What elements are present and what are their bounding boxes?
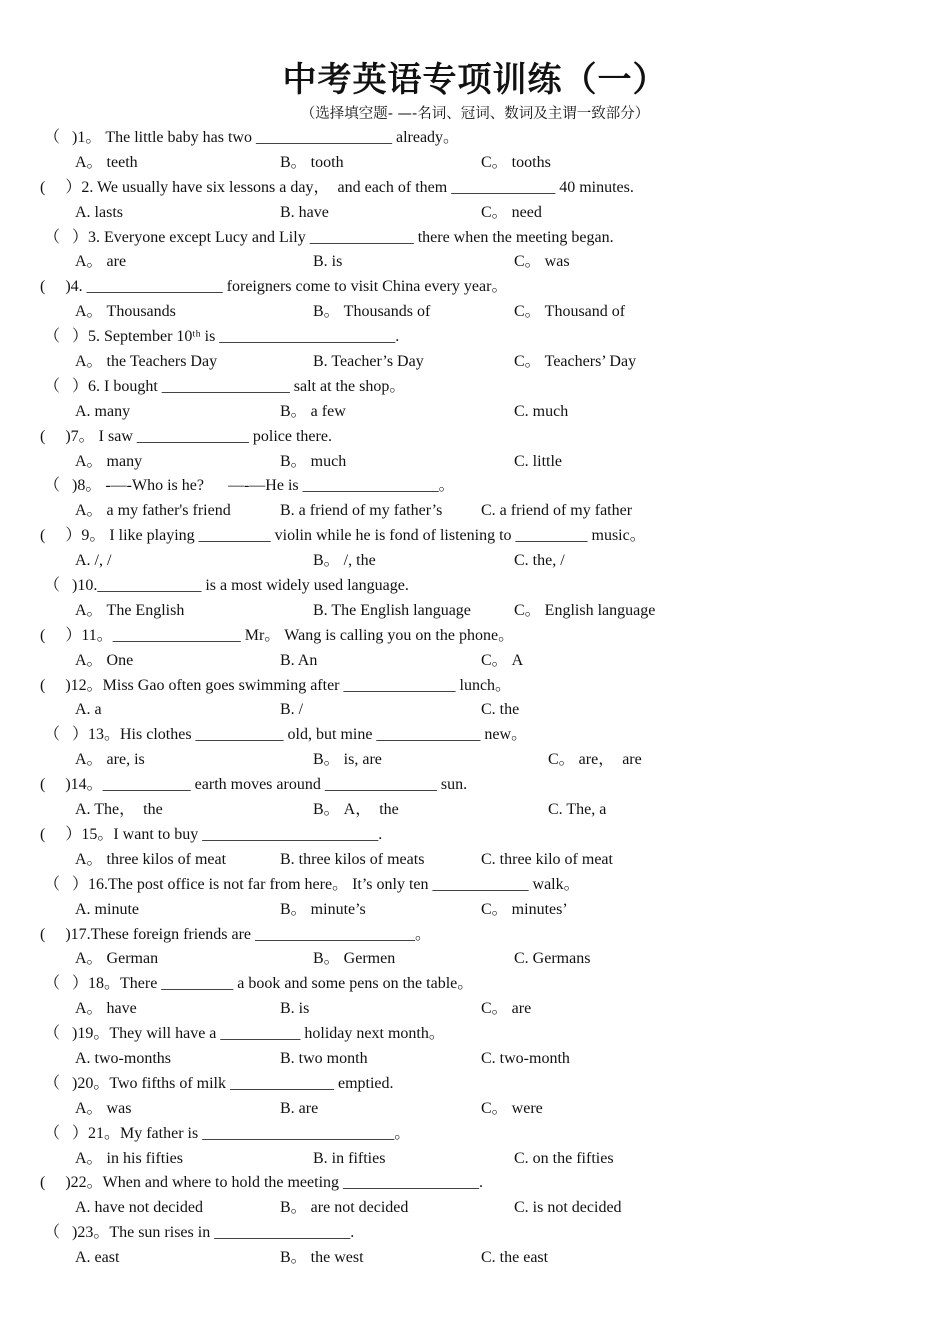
question-list bbox=[0, 126, 950, 1271]
question-text: （ )23。The sun rises in _________________. bbox=[40, 1224, 355, 1242]
option-c[interactable]: C. three kilo of meat bbox=[481, 850, 613, 868]
question-text: （ )20。Two fifths of milk _____________ emptied. bbox=[40, 1074, 394, 1092]
option-b[interactable]: B。 are not decided bbox=[280, 1199, 409, 1217]
question-text: ( )12。Miss Gao often goes swimming after ______________ lunch。 bbox=[40, 676, 512, 694]
question-1 bbox=[0, 126, 950, 151]
options-row bbox=[0, 499, 950, 524]
option-b[interactable]: B. in fifties bbox=[313, 1149, 386, 1167]
option-a[interactable]: A。 the Teachers Day bbox=[75, 353, 218, 371]
question-text: （ ）18。There _________ a book and some pens on the table。 bbox=[40, 975, 474, 993]
option-c[interactable]: C。 were bbox=[481, 1099, 543, 1117]
option-b[interactable]: B。 is, are bbox=[313, 751, 382, 769]
option-b[interactable]: B。 Germen bbox=[313, 950, 396, 968]
option-b[interactable]: B. / bbox=[280, 701, 304, 719]
options-row bbox=[0, 947, 950, 972]
page-subtitle: （选择填空题- —-名词、冠词、数词及主谓一致部分） bbox=[300, 106, 650, 122]
question-text: ( )7。 I saw ______________ police there. bbox=[40, 427, 332, 445]
option-b[interactable]: B. Teacher’s Day bbox=[313, 353, 424, 371]
options-row bbox=[0, 798, 950, 823]
option-b[interactable]: B. are bbox=[280, 1099, 319, 1117]
question-5 bbox=[0, 325, 950, 350]
question-21 bbox=[0, 1122, 950, 1147]
option-a[interactable]: A. The， the bbox=[75, 801, 163, 819]
option-a[interactable]: A。 a my father's friend bbox=[75, 502, 231, 520]
option-b[interactable]: B. have bbox=[280, 203, 329, 221]
options-row bbox=[0, 549, 950, 574]
option-a[interactable]: A. have not decided bbox=[75, 1199, 203, 1217]
option-c[interactable]: C. the east bbox=[481, 1249, 549, 1267]
option-b[interactable]: B. three kilos of meats bbox=[280, 850, 425, 868]
option-a[interactable]: A. /, / bbox=[75, 552, 112, 570]
question-16 bbox=[0, 873, 950, 898]
question-text: （ )10._____________ is a most widely used language. bbox=[40, 577, 409, 595]
options-row bbox=[0, 599, 950, 624]
option-a[interactable]: A。 German bbox=[75, 950, 159, 968]
option-a[interactable]: A。 three kilos of meat bbox=[75, 850, 227, 868]
option-c[interactable]: C。 English language bbox=[514, 601, 656, 619]
question-13 bbox=[0, 723, 950, 748]
question-text: （ ）6. I bought ________________ salt at the shop。 bbox=[40, 377, 406, 395]
option-c[interactable]: C。 Thousand of bbox=[514, 303, 626, 321]
question-4 bbox=[0, 275, 950, 300]
question-19 bbox=[0, 1022, 950, 1047]
options-row bbox=[0, 1097, 950, 1122]
question-text: （ ）5. September 10ᵗʰ is ______________________. bbox=[40, 328, 400, 346]
options-row bbox=[0, 698, 950, 723]
option-a[interactable]: A. a bbox=[75, 701, 102, 719]
option-a[interactable]: A。 Thousands bbox=[75, 303, 176, 321]
question-7 bbox=[0, 425, 950, 450]
option-b[interactable]: B. two month bbox=[280, 1049, 368, 1067]
option-a[interactable]: A. lasts bbox=[75, 203, 123, 221]
option-a[interactable]: A。 The English bbox=[75, 601, 185, 619]
option-b[interactable]: B。 much bbox=[280, 452, 347, 470]
options-row bbox=[0, 649, 950, 674]
option-a[interactable]: A. minute bbox=[75, 900, 139, 918]
question-text: ( ）2. We usually have six lessons a day， and each of them _____________ 40 minutes. bbox=[40, 178, 634, 196]
page-title: 中考英语专项训练（一） bbox=[282, 60, 668, 100]
question-2 bbox=[0, 176, 950, 201]
options-row bbox=[0, 350, 950, 375]
option-c[interactable]: C. much bbox=[514, 402, 569, 420]
options-row bbox=[0, 1196, 950, 1221]
question-23 bbox=[0, 1221, 950, 1246]
question-text: ( )14。___________ earth moves around ______________ sun. bbox=[40, 776, 468, 794]
option-a[interactable]: A。 was bbox=[75, 1099, 132, 1117]
options-row bbox=[0, 201, 950, 226]
option-c[interactable]: C. the bbox=[481, 701, 520, 719]
option-b[interactable]: B。 A， the bbox=[313, 801, 399, 819]
question-12 bbox=[0, 674, 950, 699]
option-c[interactable]: C. little bbox=[514, 452, 562, 470]
option-c[interactable]: C. two-month bbox=[481, 1049, 570, 1067]
question-17 bbox=[0, 923, 950, 948]
options-row bbox=[0, 898, 950, 923]
option-c[interactable]: C. the, / bbox=[514, 552, 565, 570]
option-b[interactable]: B. The English language bbox=[313, 601, 471, 619]
option-a[interactable]: A。 are bbox=[75, 253, 127, 271]
question-text: ( )22。When and where to hold the meeting _________________. bbox=[40, 1174, 484, 1192]
options-row bbox=[0, 151, 950, 176]
options-row bbox=[0, 400, 950, 425]
question-text: （ )8。 -—-Who is he? —-—He is _________________。 bbox=[40, 477, 455, 495]
question-text: ( ）11。________________ Mr。 Wang is calling you on the phone。 bbox=[40, 626, 515, 644]
option-a[interactable]: A。 in his fifties bbox=[75, 1149, 183, 1167]
question-text: （ )1。 The little baby has two _________________ already。 bbox=[40, 129, 460, 146]
option-a[interactable]: A. many bbox=[75, 402, 131, 420]
options-row bbox=[0, 250, 950, 275]
option-b[interactable]: B. An bbox=[280, 651, 318, 669]
question-10 bbox=[0, 574, 950, 599]
option-c[interactable]: C. Germans bbox=[514, 950, 591, 968]
option-b[interactable]: B。 minute’s bbox=[280, 900, 366, 918]
option-c[interactable]: C。 Teachers’ Day bbox=[514, 353, 637, 371]
option-b[interactable]: B。 tooth bbox=[280, 153, 344, 171]
question-text: （ ）3. Everyone except Lucy and Lily _____________ there when the meeting began. bbox=[40, 228, 614, 246]
option-c[interactable]: C。 are， are bbox=[548, 751, 642, 769]
options-row bbox=[0, 1147, 950, 1172]
options-row bbox=[0, 1047, 950, 1072]
option-a[interactable]: A。 many bbox=[75, 452, 143, 470]
option-a[interactable]: A。 have bbox=[75, 1000, 137, 1018]
options-row bbox=[0, 1246, 950, 1271]
option-c[interactable]: C。 minutes’ bbox=[481, 900, 568, 918]
option-a[interactable]: A。 One bbox=[75, 651, 134, 669]
question-text: ( ）9。 I like playing _________ violin while he is fond of listening to _________ music。 bbox=[40, 527, 646, 545]
question-text: （ )19。They will have a __________ holiday next month。 bbox=[40, 1025, 445, 1043]
option-a[interactable]: A. two-months bbox=[75, 1049, 171, 1067]
option-b[interactable]: B。 Thousands of bbox=[313, 303, 431, 321]
option-c[interactable]: C。 are bbox=[481, 1000, 532, 1018]
options-row bbox=[0, 300, 950, 325]
options-row bbox=[0, 450, 950, 475]
options-row bbox=[0, 848, 950, 873]
question-8 bbox=[0, 474, 950, 499]
option-c[interactable]: C。 tooths bbox=[481, 153, 551, 171]
option-c[interactable]: C。 need bbox=[481, 203, 542, 221]
question-22 bbox=[0, 1171, 950, 1196]
question-9 bbox=[0, 524, 950, 549]
option-b[interactable]: B. a friend of my father’s bbox=[280, 502, 443, 520]
option-c[interactable]: C. is not decided bbox=[514, 1199, 622, 1217]
question-11 bbox=[0, 624, 950, 649]
question-text: ( )17.These foreign friends are ____________________。 bbox=[40, 925, 432, 943]
option-a[interactable]: A。 teeth bbox=[75, 153, 138, 171]
question-20 bbox=[0, 1072, 950, 1097]
question-14 bbox=[0, 773, 950, 798]
options-row bbox=[0, 748, 950, 773]
question-6 bbox=[0, 375, 950, 400]
option-b[interactable]: B. is bbox=[313, 253, 343, 271]
question-18 bbox=[0, 972, 950, 997]
option-c[interactable]: C。 A bbox=[481, 651, 524, 669]
question-text: （ ）13。His clothes ___________ old, but mine _____________ new。 bbox=[40, 726, 528, 744]
option-c[interactable]: C. a friend of my father bbox=[481, 502, 633, 520]
option-b[interactable]: B. is bbox=[280, 1000, 310, 1018]
option-a[interactable]: A. east bbox=[75, 1249, 120, 1267]
option-b[interactable]: B。 a few bbox=[280, 402, 346, 420]
question-text: （ ）21。My father is ________________________。 bbox=[40, 1124, 411, 1142]
options-row bbox=[0, 997, 950, 1022]
option-a[interactable]: A。 are, is bbox=[75, 751, 145, 769]
question-15 bbox=[0, 823, 950, 848]
option-c[interactable]: C. on the fifties bbox=[514, 1149, 614, 1167]
question-3 bbox=[0, 226, 950, 251]
option-b[interactable]: B。 /, the bbox=[313, 552, 376, 570]
option-c[interactable]: C。 was bbox=[514, 253, 570, 271]
option-b[interactable]: B。 the west bbox=[280, 1249, 364, 1267]
question-text: ( ）15。I want to buy ______________________. bbox=[40, 825, 383, 843]
question-text: ( )4. _________________ foreigners come to visit China every year。 bbox=[40, 278, 508, 296]
question-text: （ ）16.The post office is not far from here。 It’s only ten ____________ walk。 bbox=[40, 875, 580, 893]
option-c[interactable]: C. The, a bbox=[548, 801, 607, 819]
